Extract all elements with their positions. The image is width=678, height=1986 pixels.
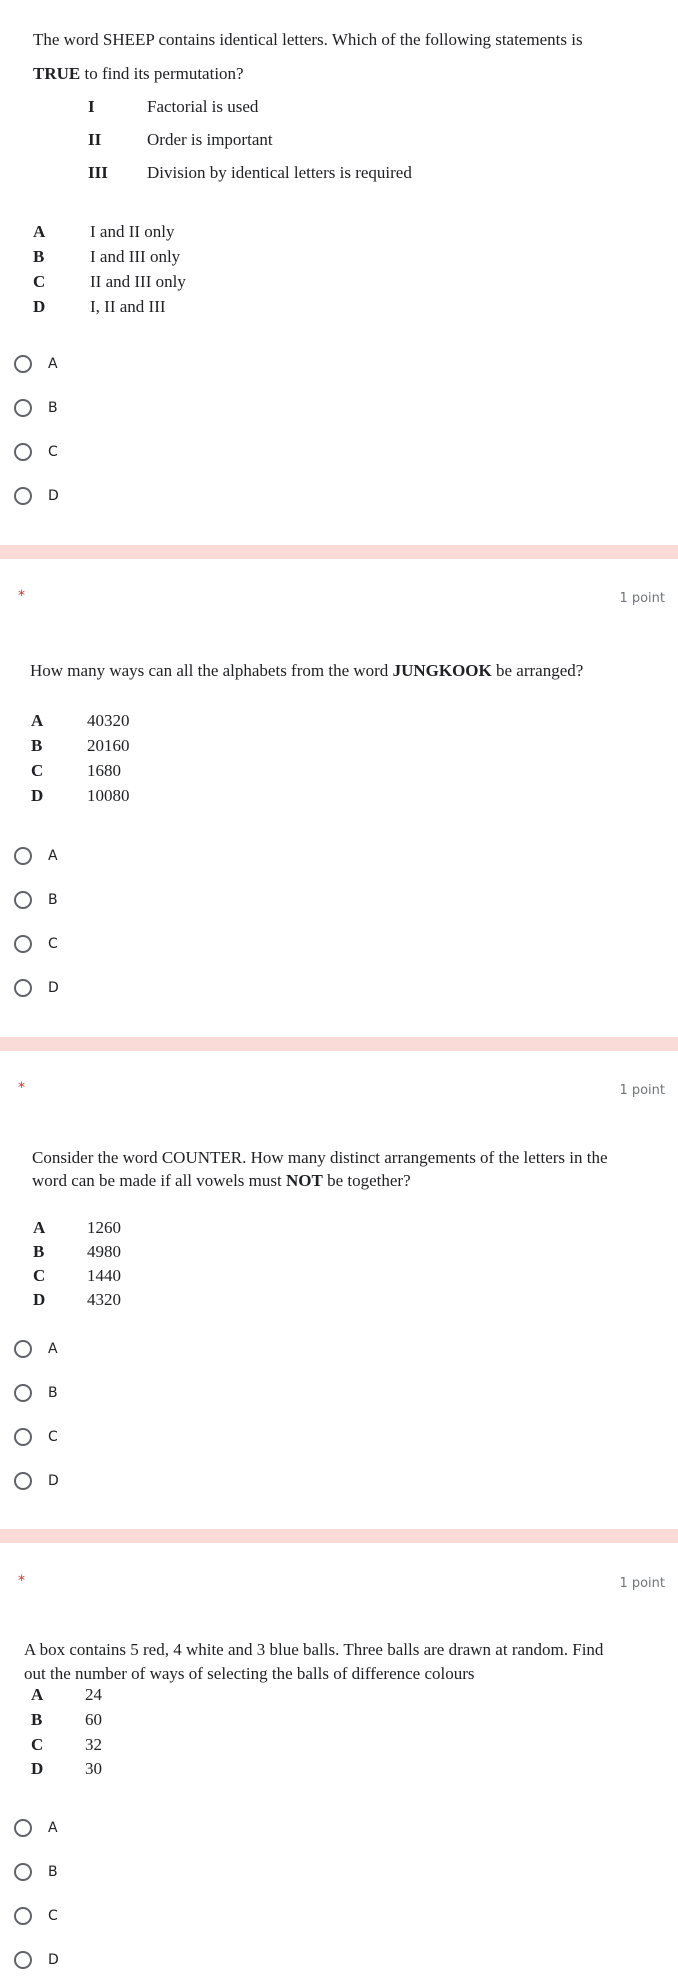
radio-label: C: [48, 936, 58, 952]
choice-b-text: 4980: [87, 1242, 121, 1261]
statement-3-text: Division by identical letters is required: [147, 163, 412, 182]
choice-b-text: 20160: [87, 736, 130, 755]
radio-circle[interactable]: [14, 399, 32, 417]
choice-d-letter: D: [33, 1290, 46, 1309]
question-2-prompt-pre: How many ways can all the alphabets from the word: [30, 661, 389, 680]
required-asterisk: *: [18, 1080, 25, 1096]
question-2-emphasis: JUNGKOOK: [392, 661, 492, 680]
radio-option-b[interactable]: [14, 1381, 214, 1411]
required-asterisk: *: [18, 588, 25, 604]
radio-label: B: [48, 1864, 58, 1880]
question-4-prompt-line-1: A box contains 5 red, 4 white and 3 blue balls. Three balls are drawn at random. Find: [24, 1640, 604, 1659]
section-divider: [0, 1529, 678, 1543]
choice-a-text: 24: [85, 1685, 102, 1704]
radio-option-d[interactable]: [14, 484, 214, 514]
choice-a-text: I and II only: [90, 222, 175, 241]
choice-d-letter: D: [31, 786, 44, 805]
radio-label: C: [48, 1908, 58, 1924]
choice-a-letter: A: [31, 1685, 44, 1704]
choice-d-text: 30: [85, 1759, 102, 1778]
radio-label: A: [48, 356, 58, 372]
choice-d-letter: D: [33, 297, 46, 316]
choice-a-text: 1260: [87, 1218, 121, 1237]
question-3-prompt-line-1: Consider the word COUNTER. How many distinct arrangements of the letters in the: [32, 1148, 608, 1167]
radio-circle[interactable]: [14, 1384, 32, 1402]
choice-b-letter: B: [33, 1242, 45, 1261]
radio-option-c[interactable]: [14, 1425, 214, 1455]
choice-d-text: 10080: [87, 786, 130, 805]
radio-circle[interactable]: [14, 891, 32, 909]
radio-label: B: [48, 1385, 58, 1401]
radio-circle[interactable]: [14, 1863, 32, 1881]
radio-circle[interactable]: [14, 1951, 32, 1969]
radio-option-c[interactable]: [14, 440, 214, 470]
radio-label: B: [48, 400, 58, 416]
choice-c-text: II and III only: [90, 272, 186, 291]
choice-c-text: 32: [85, 1735, 102, 1754]
choice-b-text: 60: [85, 1710, 102, 1729]
required-asterisk: *: [18, 1573, 25, 1589]
radio-circle[interactable]: [14, 443, 32, 461]
radio-label: D: [48, 488, 59, 504]
choice-a-text: 40320: [87, 711, 130, 730]
radio-label: A: [48, 848, 58, 864]
points-label: 1 point: [619, 1576, 665, 1591]
choice-d-text: I, II and III: [90, 297, 166, 316]
radio-label: D: [48, 1473, 59, 1489]
section-divider: [0, 545, 678, 559]
choice-d-letter: D: [31, 1759, 44, 1778]
radio-circle[interactable]: [14, 487, 32, 505]
radio-label: A: [48, 1820, 58, 1836]
radio-label: D: [48, 1952, 59, 1968]
question-3-prompt-post: be together?: [327, 1171, 411, 1190]
question-3-emphasis: NOT: [286, 1171, 323, 1190]
radio-option-d[interactable]: [14, 1469, 214, 1499]
radio-label: B: [48, 892, 58, 908]
choice-b-letter: B: [31, 736, 43, 755]
radio-option-c[interactable]: [14, 1904, 214, 1934]
question-1-prompt-rest: to find its permutation?: [84, 64, 244, 83]
points-label: 1 point: [619, 591, 665, 606]
question-1-emphasis: TRUE: [33, 64, 81, 83]
question-3-prompt-pre: word can be made if all vowels must: [32, 1171, 282, 1190]
choice-c-letter: C: [33, 1266, 46, 1285]
radio-option-b[interactable]: [14, 1860, 214, 1890]
radio-circle[interactable]: [14, 1819, 32, 1837]
radio-option-b[interactable]: [14, 396, 214, 426]
radio-option-a[interactable]: [14, 844, 214, 874]
statement-1-text: Factorial is used: [147, 97, 259, 116]
radio-option-d[interactable]: [14, 1948, 214, 1978]
choice-a-letter: A: [33, 222, 46, 241]
radio-circle[interactable]: [14, 1907, 32, 1925]
radio-circle[interactable]: [14, 1472, 32, 1490]
radio-label: C: [48, 1429, 58, 1445]
radio-option-a[interactable]: [14, 1816, 214, 1846]
radio-circle[interactable]: [14, 935, 32, 953]
radio-circle[interactable]: [14, 847, 32, 865]
radio-label: D: [48, 980, 59, 996]
radio-option-b[interactable]: [14, 888, 214, 918]
radio-circle[interactable]: [14, 1428, 32, 1446]
choice-d-text: 4320: [87, 1290, 121, 1309]
choice-c-letter: C: [31, 761, 44, 780]
choice-c-letter: C: [33, 272, 46, 291]
statement-2-number: II: [88, 130, 102, 149]
statement-1-number: I: [88, 97, 95, 116]
choice-c-letter: C: [31, 1735, 44, 1754]
question-1-prompt-line-2: [33, 64, 244, 84]
choice-a-letter: A: [33, 1218, 46, 1237]
choice-c-text: 1440: [87, 1266, 121, 1285]
radio-option-c[interactable]: [14, 932, 214, 962]
radio-option-a[interactable]: [14, 1337, 214, 1367]
radio-circle[interactable]: [14, 1340, 32, 1358]
question-2-prompt: [30, 661, 583, 681]
choice-c-text: 1680: [87, 761, 121, 780]
choice-b-letter: B: [33, 247, 45, 266]
radio-circle[interactable]: [14, 355, 32, 373]
points-label: 1 point: [619, 1083, 665, 1098]
choice-b-letter: B: [31, 1710, 43, 1729]
question-4-prompt-line-2: out the number of ways of selecting the balls of difference colours: [24, 1664, 475, 1683]
statement-3-number: III: [88, 163, 108, 182]
radio-option-d[interactable]: [14, 976, 214, 1006]
choice-b-text: I and III only: [90, 247, 181, 266]
question-2-prompt-post: be arranged?: [495, 661, 584, 680]
section-divider: [0, 1037, 678, 1051]
radio-circle[interactable]: [14, 979, 32, 997]
radio-option-a[interactable]: [14, 352, 214, 382]
statement-2-text: Order is important: [147, 130, 273, 149]
question-3-prompt-line-2: [32, 1171, 411, 1191]
question-1-prompt-line-1: The word SHEEP contains identical letters. Which of the following statements is: [33, 30, 583, 49]
radio-label: C: [48, 444, 58, 460]
radio-label: A: [48, 1341, 58, 1357]
choice-a-letter: A: [31, 711, 44, 730]
